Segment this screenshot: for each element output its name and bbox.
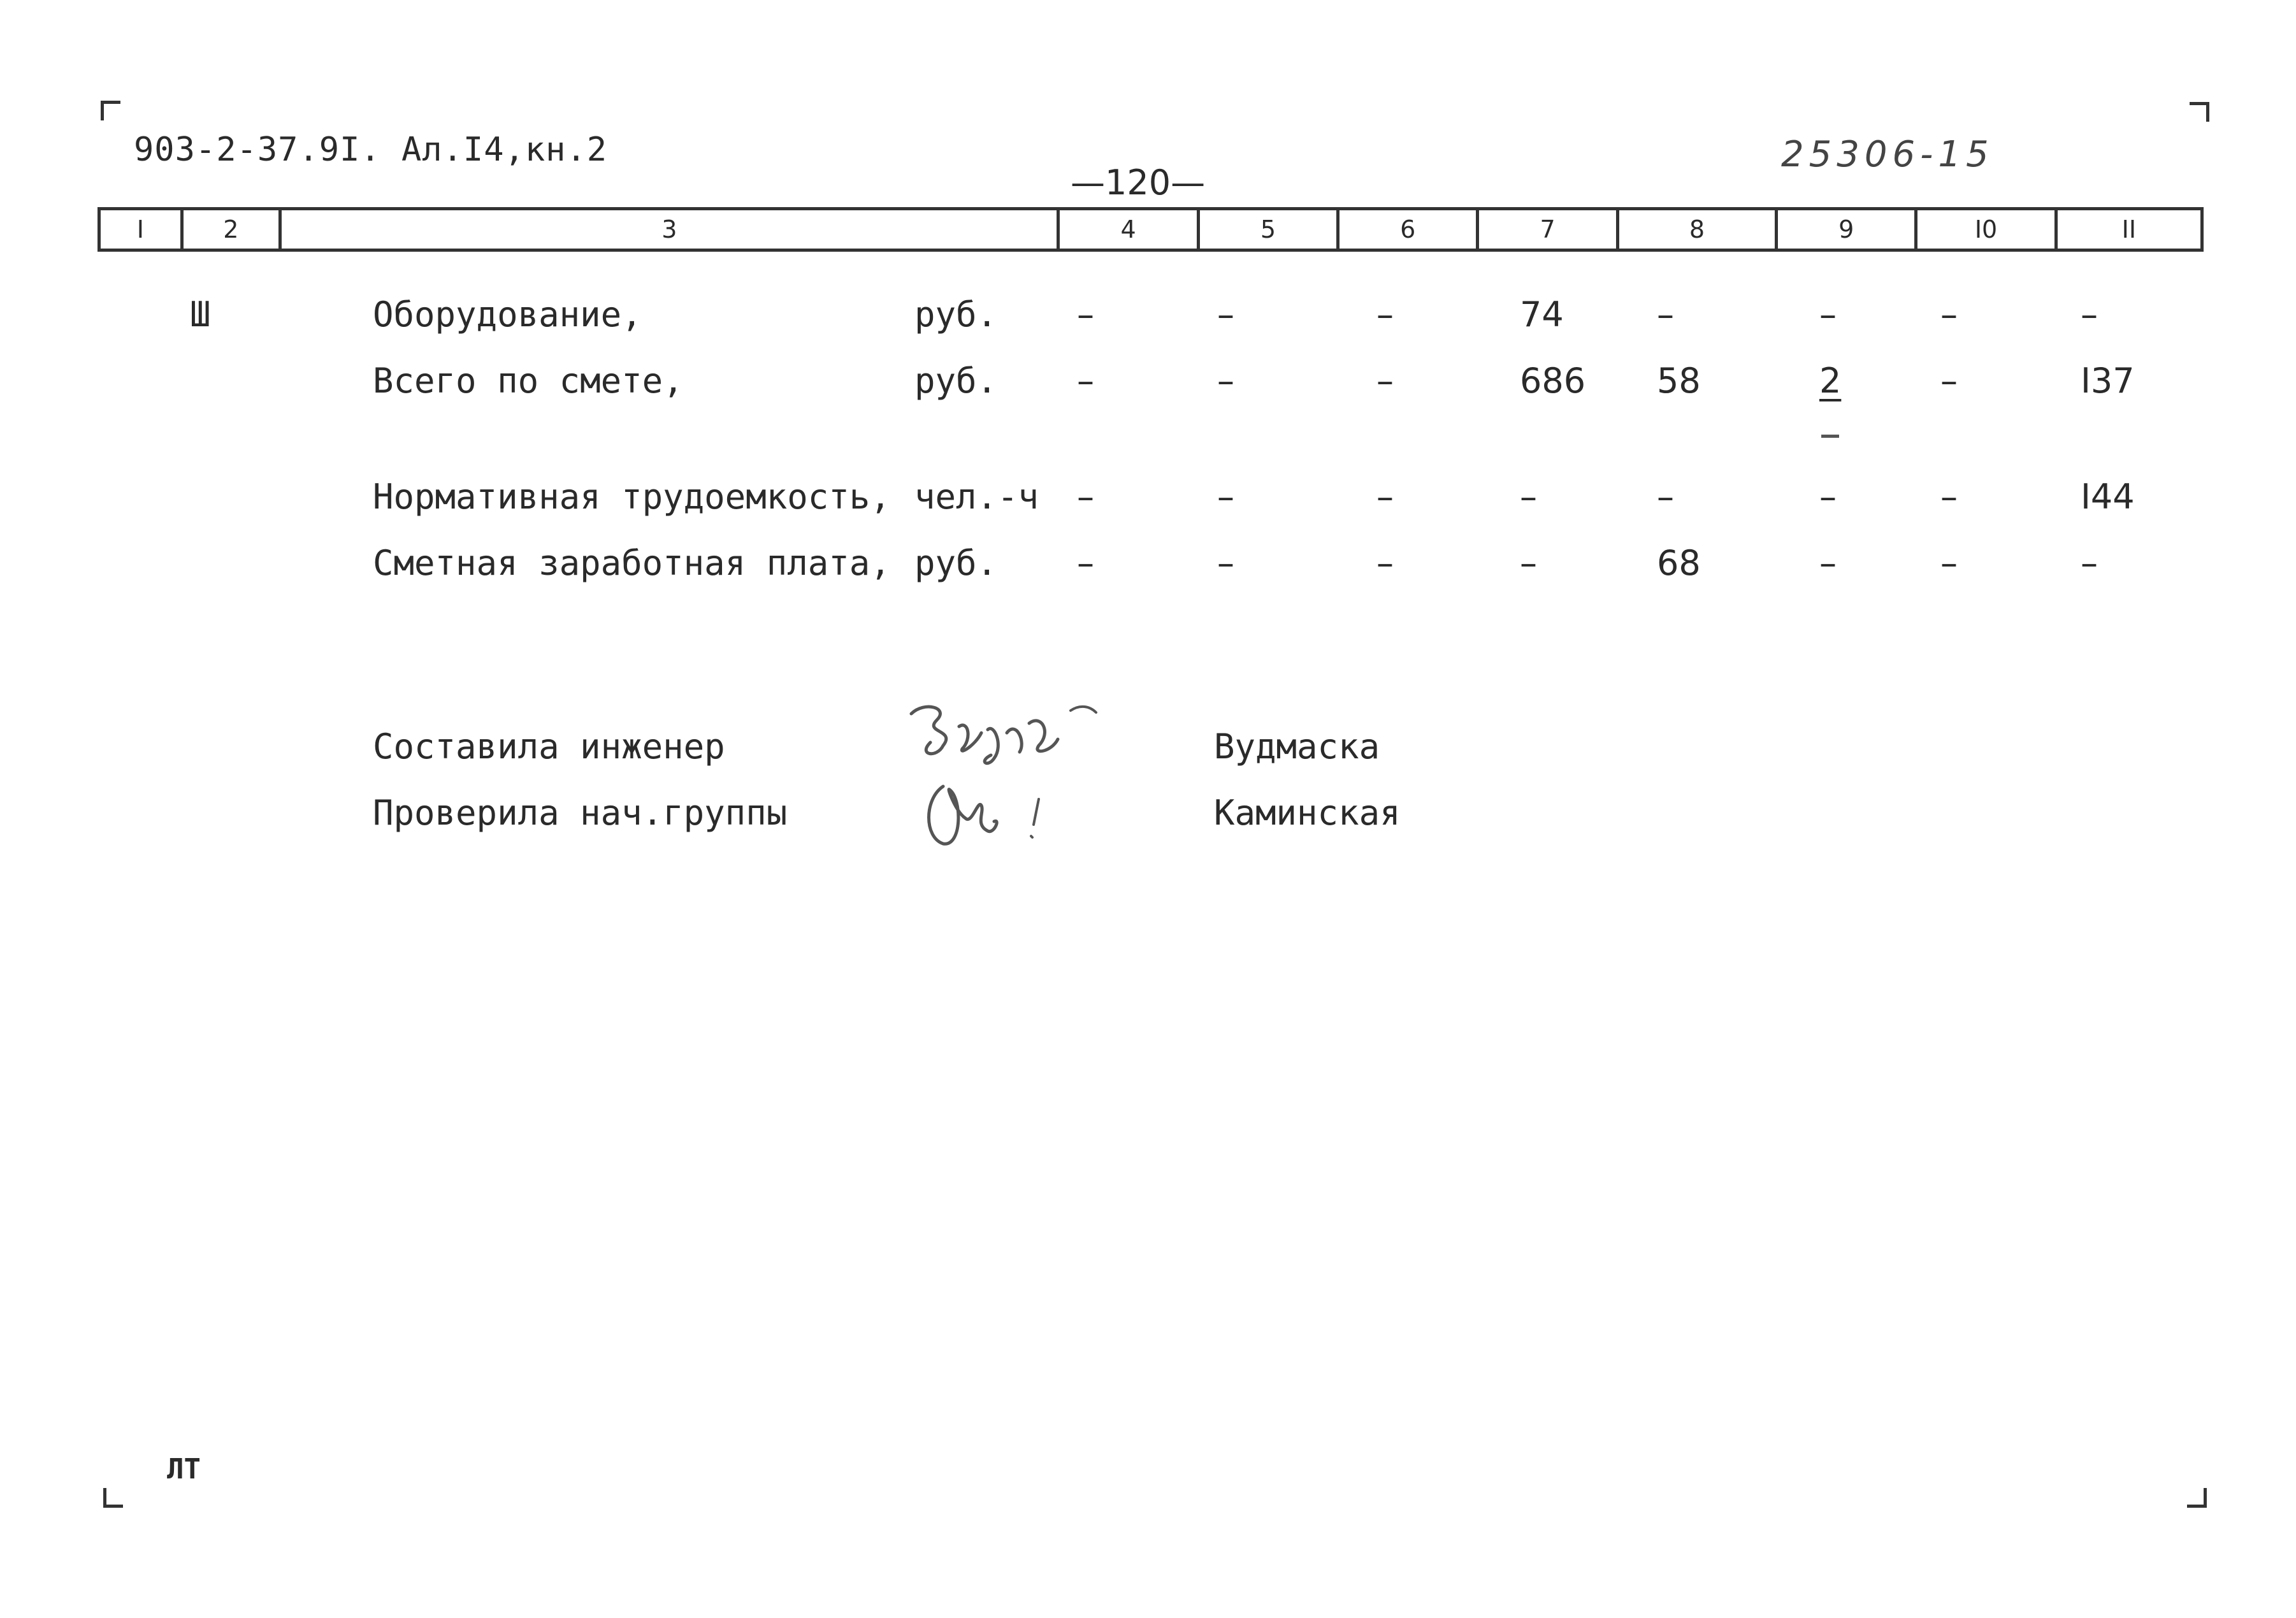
row-unit: руб. [914,294,998,335]
row-unit: чел.-ч [914,477,1039,517]
section-number: Ш [190,294,211,335]
handwritten-signature [899,695,1109,784]
cell-col4: – [1077,361,1094,401]
row-label: Всего по смете, [373,361,684,401]
column-number: 6 [1339,210,1479,249]
row-label: Оборудование, [373,294,642,335]
cell-col5: – [1217,477,1234,517]
cell-col9: – [1819,294,1837,335]
handwritten-signature [918,774,1083,856]
fraction-dash [1821,435,1839,438]
table-row [0,294,2296,345]
table-row [0,543,2296,594]
column-number: I [101,210,184,249]
cell-col11: I44 [2081,477,2135,517]
column-number: 4 [1060,210,1199,249]
cell-col10: – [1940,361,1958,401]
corner-mark-bottom-left [103,1488,123,1508]
cell-col8: – [1657,294,1674,335]
table-row [0,361,2296,412]
signature-row-compiled [0,726,2296,777]
signature-role: Проверила нач.группы [373,793,788,833]
cell-col8: 68 [1657,543,1701,583]
signature-row-checked [0,793,2296,844]
page-number: —120— [1071,163,1206,203]
corner-mark-top-right [2190,102,2209,122]
cell-col4: – [1077,294,1094,335]
signatory-name: Вудмаска [1214,726,1380,767]
document-code: 903-2-37.9I. Ал.I4,кн.2 [134,131,608,169]
column-number: II [2121,215,2137,243]
cell-col10: – [1940,294,1958,335]
cell-col10: – [1940,543,1958,583]
cell-col4: – [1077,477,1094,517]
signature-role: Составила инженер [373,726,725,767]
cell-col7: 686 [1520,361,1586,401]
column-number: 5 [1200,210,1339,249]
cell-col8: – [1657,477,1674,517]
cell-col5: – [1217,543,1234,583]
column-number: I0 [1917,210,2057,249]
row-unit: руб. [914,543,998,583]
cell-col11: – [2081,543,2098,583]
row-label: Нормативная трудоемкость, [373,477,891,517]
row-label: Сметная заработная плата, [373,543,891,583]
column-number: 2 [184,210,282,249]
cell-col6: – [1376,361,1394,401]
cell-col8: 58 [1657,361,1701,401]
cell-col6: – [1376,477,1394,517]
column-number-header [97,207,2204,252]
archive-number: 25306-15 [1781,134,1994,175]
cell-col5: – [1217,361,1234,401]
footer-mark: ЛТ [167,1453,201,1485]
column-number: 3 [282,210,1060,249]
cell-col11: – [2081,294,2098,335]
cell-col11: I37 [2081,361,2135,401]
row-unit: руб. [914,361,998,401]
column-number: 9 [1778,210,1917,249]
cell-col7: 74 [1520,294,1564,335]
cell-col9: – [1819,543,1837,583]
cell-col5: – [1217,294,1234,335]
column-number: 7 [1479,210,1619,249]
table-row [0,477,2296,528]
corner-mark-top-left [101,101,120,120]
cell-col7: – [1520,477,1537,517]
corner-mark-bottom-right [2187,1488,2207,1508]
cell-col9: – [1819,477,1837,517]
cell-col9: 2 [1819,361,1842,401]
cell-col6: – [1376,294,1394,335]
cell-col7: – [1520,543,1537,583]
column-number: 8 [1619,210,1778,249]
cell-col6: – [1376,543,1394,583]
signatory-name: Каминская [1214,793,1401,833]
cell-col4: – [1077,543,1094,583]
cell-col10: – [1940,477,1958,517]
